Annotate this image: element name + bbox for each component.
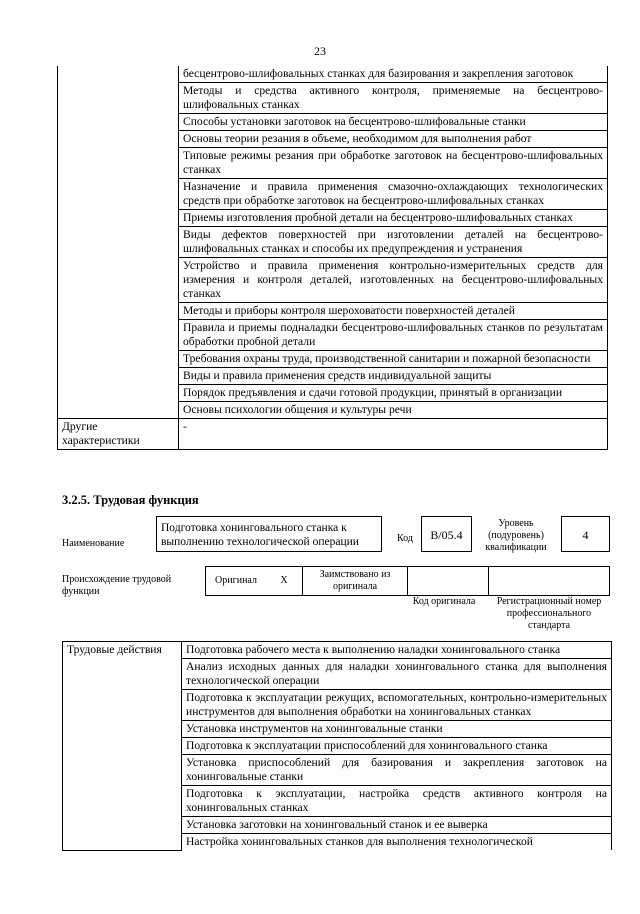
requirement-item: Основы теории резания в объеме, необходимом для выполнения работ xyxy=(179,131,608,148)
requirements-label-cell xyxy=(58,66,179,419)
code-original-cell xyxy=(408,567,489,596)
requirement-item: Типовые режимы резания при обработке заготовок на бесцентрово-шлифовальных станках xyxy=(179,148,608,179)
origin-table xyxy=(205,566,610,596)
action-item: Подготовка к эксплуатации, настройка средств активного контроля на хонинговальных станках xyxy=(182,786,612,817)
requirement-item: Методы и приборы контроля шероховатости поверхностей деталей xyxy=(179,303,608,320)
table-row xyxy=(63,642,612,659)
requirement-item: бесцентрово-шлифовальных станках для базирования и закрепления заготовок xyxy=(179,66,608,83)
action-item: Настройка хонинговальных станков для выполнения технологической xyxy=(182,834,612,851)
original-label: Оригинал xyxy=(206,567,267,596)
borrowed-label: Заимствовано из оригинала xyxy=(303,567,408,596)
code-label: Код xyxy=(397,533,413,544)
requirement-item: Правила и приемы подналадки бесцентрово-шлифовальных станков по результатам обработки пробной детали xyxy=(179,320,608,351)
reg-number-caption: Регистрационный номер профессионального стандарта xyxy=(496,596,602,631)
requirement-item: Назначение и правила применения смазочно-охлаждающих технологических средств при обработке заготовок на бесцентрово-шлифовальных станках xyxy=(179,179,608,210)
qualification-level-box: 4 xyxy=(561,516,610,552)
action-item: Подготовка к эксплуатации приспособлений для хонинговального станка xyxy=(182,738,612,755)
action-item: Установка приспособлений для базирования и закрепления заготовок на хонинговальные станки xyxy=(182,755,612,786)
name-label: Наименование xyxy=(62,538,125,549)
requirements-table xyxy=(57,66,608,450)
requirement-item: Виды и правила применения средств индивидуальной защиты xyxy=(179,368,608,385)
other-characteristics-value: - xyxy=(179,419,608,450)
reg-number-cell xyxy=(489,567,610,596)
table-row xyxy=(58,419,608,450)
action-item: Установка заготовки на хонинговальный станок и ее выверка xyxy=(182,817,612,834)
requirement-item: Способы установки заготовок на бесцентрово-шлифовальные станки xyxy=(179,114,608,131)
requirement-item: Порядок предъявления и сдачи готовой продукции, принятый в организации xyxy=(179,385,608,402)
requirement-item: Приемы изготовления пробной детали на бесцентрово-шлифовальных станках xyxy=(179,210,608,227)
code-original-caption: Код оригинала xyxy=(412,596,476,607)
requirement-item: Требования охраны труда, производственной санитарии и пожарной безопасности xyxy=(179,351,608,368)
action-item: Подготовка рабочего места к выполнению наладки хонинговального станка xyxy=(182,642,612,659)
actions-label: Трудовые действия xyxy=(63,642,182,851)
function-name-box: Подготовка хонинговального станка к выполнению технологической операции xyxy=(156,516,382,552)
requirement-item: Методы и средства активного контроля, применяемые на бесцентрово-шлифовальных станках xyxy=(179,83,608,114)
code-box: В/05.4 xyxy=(421,516,472,552)
action-item: Установка инструментов на хонинговальные станки xyxy=(182,721,612,738)
original-mark: X xyxy=(266,567,303,596)
section-heading: 3.2.5. Трудовая функция xyxy=(62,493,199,507)
table-row xyxy=(58,66,608,83)
action-item: Подготовка к эксплуатации режущих, вспомогательных, контрольно-измерительных инструментов для выполнения обработки на хонинговальных станках xyxy=(182,690,612,721)
page-number: 23 xyxy=(314,44,326,58)
action-item: Анализ исходных данных для наладки хонинговального станка для выполнения технологической операции xyxy=(182,659,612,690)
actions-table xyxy=(62,641,612,851)
requirement-item: Основы психологии общения и культуры речи xyxy=(179,402,608,419)
other-characteristics-label: Другие характеристики xyxy=(58,419,179,450)
origin-label: Происхождение трудовой функции xyxy=(62,574,172,597)
qualification-level-label: Уровень (подуровень) квалификации xyxy=(485,518,547,553)
table-row xyxy=(206,567,610,596)
requirement-item: Виды дефектов поверхностей при изготовлении деталей на бесцентрово-шлифовальных станках и способы их предупреждения и устранения xyxy=(179,227,608,258)
requirement-item: Устройство и правила применения контрольно-измерительных средств для измерения и контроля деталей, изготовленных на бесцентрово-шлифовальных станках xyxy=(179,258,608,303)
